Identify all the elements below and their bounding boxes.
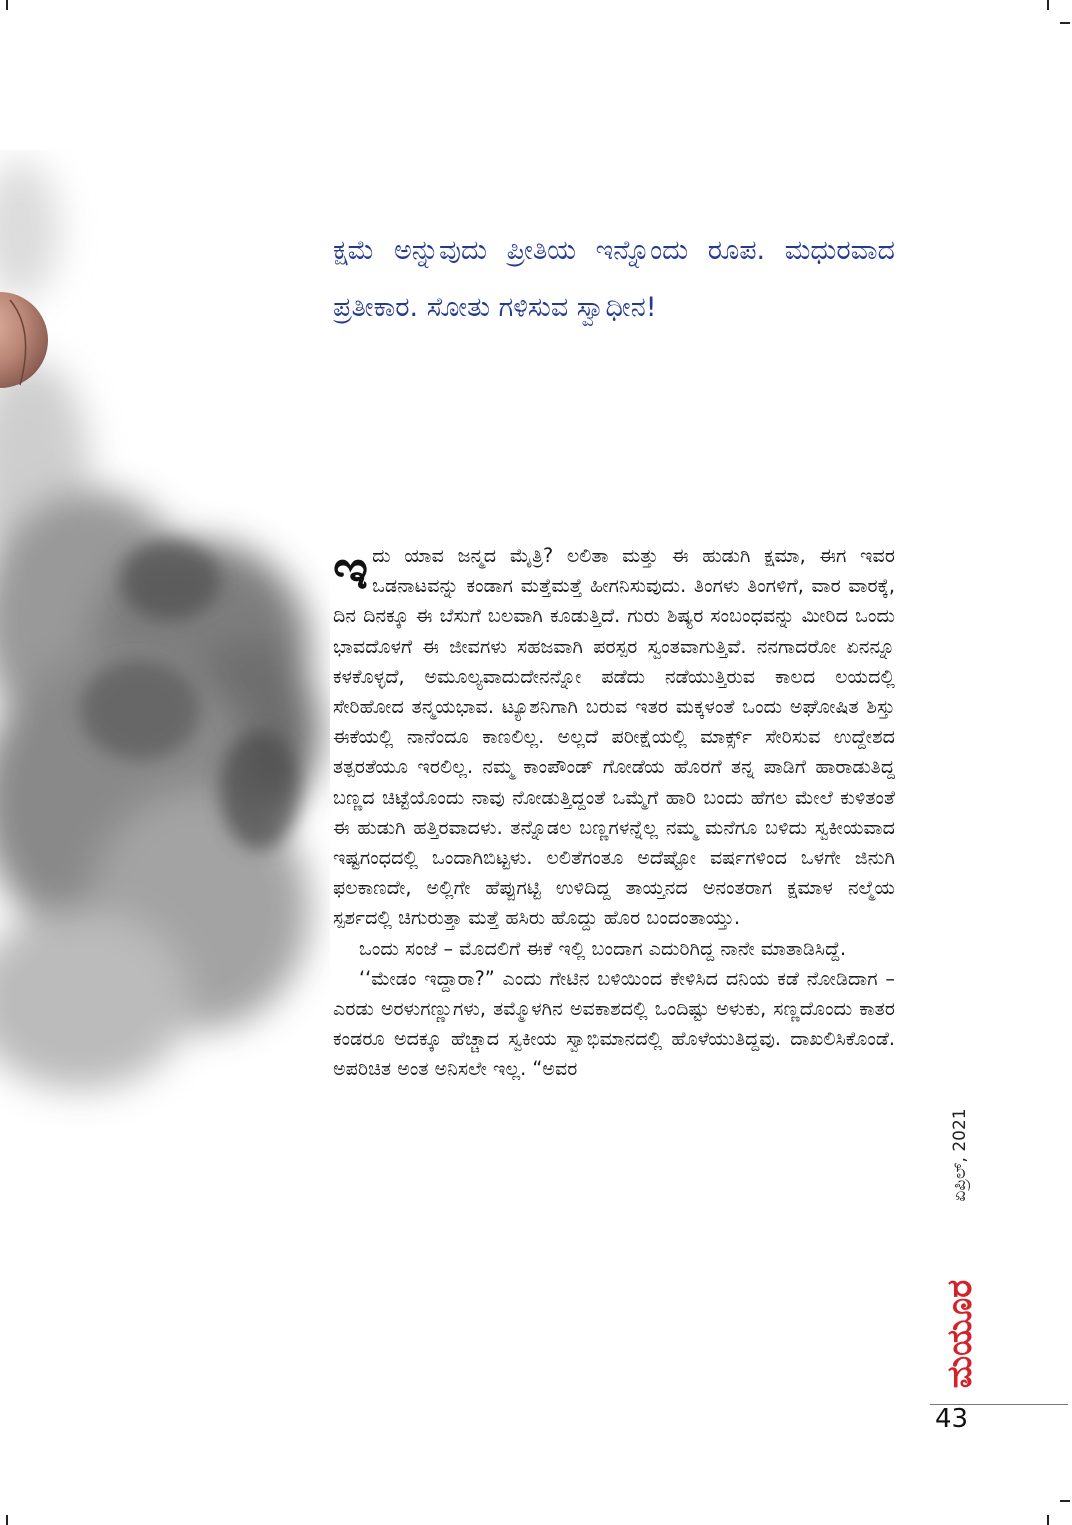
sidebar [925, 1080, 995, 1410]
crop-mark [1060, 22, 1070, 24]
article-body [333, 537, 895, 1085]
paragraph-text: ದು ಯಾವ ಜನ್ಮದ ಮೈತ್ರಿ? ಲಲಿತಾ ಮತ್ತು ಈ ಹುಡುಗಿ ಕ್ಷಮಾ, ಈಗ ಇವರ ಒಡನಾಟವನ್ನು ಕಂಡಾಗ ಮತ್ತೆಮತ್ತೆ ಹೀಗನಿಸುವುದು. ತಿಂಗಳು ತಿಂಗಳಿಗೆ, ವಾರ ವಾರಕ್ಕೆ, ದಿನ ದಿನಕ್ಕೂ ಈ ಬೆಸುಗೆ ಬಲವಾಗಿ ಕೂಡುತ್ತಿದೆ. ಗುರು ಶಿಷ್ಯರ ಸಂಬಂಧವನ್ನು ಮೀರಿದ ಒಂದು ಭಾವದೊಳಗೆ ಈ ಜೀವಗಳು ಸಹಜವಾಗಿ ಪರಸ್ಪರ ಸ್ವಂತವಾಗುತ್ತಿವೆ. ನನಗಾದರೋ ಏನನ್ನೂ ಕಳಕೊಳ್ಳದೆ, ಅಮೂಲ್ಯವಾದುದೇನನ್ನೋ ಪಡೆದು ನಡೆಯುತ್ತಿರುವ ಕಾಲದ ಲಯದಲ್ಲಿ ಸೇರಿಹೋದ ತನ್ಮಯಭಾವ. ಟ್ಯೂಶನಿಗಾಗಿ ಬರುವ ಇತರ ಮಕ್ಕಳಂತೆ ಒಂದು ಅಘೋಷಿತ ಶಿಸ್ತು ಈಕೆಯಲ್ಲಿ ನಾನೆಂದೂ ಕಾಣಲಿಲ್ಲ. ಅಲ್ಲದೆ ಪರೀಕ್ಷೆಯಲ್ಲಿ ಮಾರ್ಕ್ಸ್ ಸೇರಿಸುವ ಉದ್ದೇಶದ ತತ್ಪರತೆಯೂ ಇರಲಿಲ್ಲ. ನಮ್ಮ ಕಾಂಪೌಂಡ್ ಗೋಡೆಯ ಹೊರಗೆ ತನ್ನ ಪಾಡಿಗೆ ಹಾರಾಡುತಿದ್ದ ಬಣ್ಣದ ಚಿಟ್ಟೆಯೊಂದು ನಾವು ನೋಡುತ್ತಿದ್ದಂತೆ ಒಮ್ಮೆಗೆ ಹಾರಿ ಬಂದು ಹೆಗಲ ಮೇಲೆ ಕುಳಿತಂತೆ ಈ ಹುಡುಗಿ ಹತ್ತಿರವಾದಳು. ತನ್ನೊಡಲ ಬಣ್ಣಗಳನ್ನೆಲ್ಲ ನಮ್ಮ ಮನೆಗೂ ಬಳಿದು ಸ್ವಕೀಯವಾದ ಇಷ್ಟಗಂಧದಲ್ಲಿ ಒಂದಾಗಿಬಿಟ್ಟಳು. ಲಲಿತೆಗಂತೂ ಅದೆಷ್ಟೋ ವರ್ಷಗಳಿಂದ ಒಳಗೇ ಜಿನುಗಿ ಫಲಕಾಣದೇ, ಅಲ್ಲಿಗೇ ಹೆಪ್ಪುಗಟ್ಟಿ ಉಳಿದಿದ್ದ ತಾಯ್ತನದ ಅನಂತರಾಗ ಕ್ಷಮಾಳ ನಲ್ಮೆಯ ಸ್ಪರ್ಶದಲ್ಲಿ ಚಿಗುರುತ್ತಾ ಮತ್ತೆ ಹಸಿರು ಹೊದ್ದು ಹೊರ ಬಂದಂತಾಯ್ತು. [333, 544, 895, 930]
smoke-illustration [0, 150, 330, 1150]
crop-mark [1047, 0, 1049, 10]
crop-mark [1047, 1515, 1049, 1525]
crop-mark [6, 0, 8, 10]
drop-cap: ಇ [333, 537, 369, 601]
page-number: 43 [935, 1404, 969, 1434]
paragraph [333, 537, 895, 934]
magazine-logo: ಮಯೂರ [940, 1279, 980, 1389]
paragraph: ‘‘ಮೇಡಂ ಇದ್ದಾರಾ?” ಎಂದು ಗೇಟಿನ ಬಳಿಯಿಂದ ಕೇಳಿಸಿದ ದನಿಯ ಕಡೆ ನೋಡಿದಾಗ – ಎರಡು ಅರಳುಗಣ್ಣುಗಳು, ತಮ್ಮೊಳಗಿನ ಅವಕಾಶದಲ್ಲಿ ಒಂದಿಷ್ಟು ಅಳುಕು, ಸಣ್ಣದೊಂದು ಕಾತರ ಕಂಡರೂ ಅದಕ್ಕೂ ಹೆಚ್ಚಾದ ಸ್ವಕೀಯ ಸ್ವಾಭಿಮಾನದಲ್ಲಿ ಹೊಳೆಯುತಿದ್ದವು. ದಾಖಲಿಸಿಕೊಂಡೆ. ಅಪರಿಚಿತ ಅಂತ ಅನಿಸಲೇ ಇಲ್ಲ. “ಅವರ [333, 966, 895, 1081]
paragraph: ಒಂದು ಸಂಜೆ – ಮೊದಲಿಗೆ ಈಕೆ ಇಲ್ಲಿ ಬಂದಾಗ ಎದುರಿಗಿದ್ದ ನಾನೇ ಮಾತಾಡಿಸಿದ್ದೆ. [359, 936, 847, 960]
crop-mark [6, 1515, 8, 1525]
issue-date: ಏಪ್ರಿಲ್, 2021 [950, 1108, 970, 1202]
pull-quote: ಕ್ಷಮೆ ಅನ್ನುವುದು ಪ್ರೀತಿಯ ಇನ್ನೊಂದು ರೂಪ. ಮಧುರವಾದ ಪ್ರತೀಕಾರ. ಸೋತು ಗಳಿಸುವ ಸ್ವಾಧೀನ! [333, 235, 895, 323]
crop-mark [1060, 1500, 1070, 1502]
